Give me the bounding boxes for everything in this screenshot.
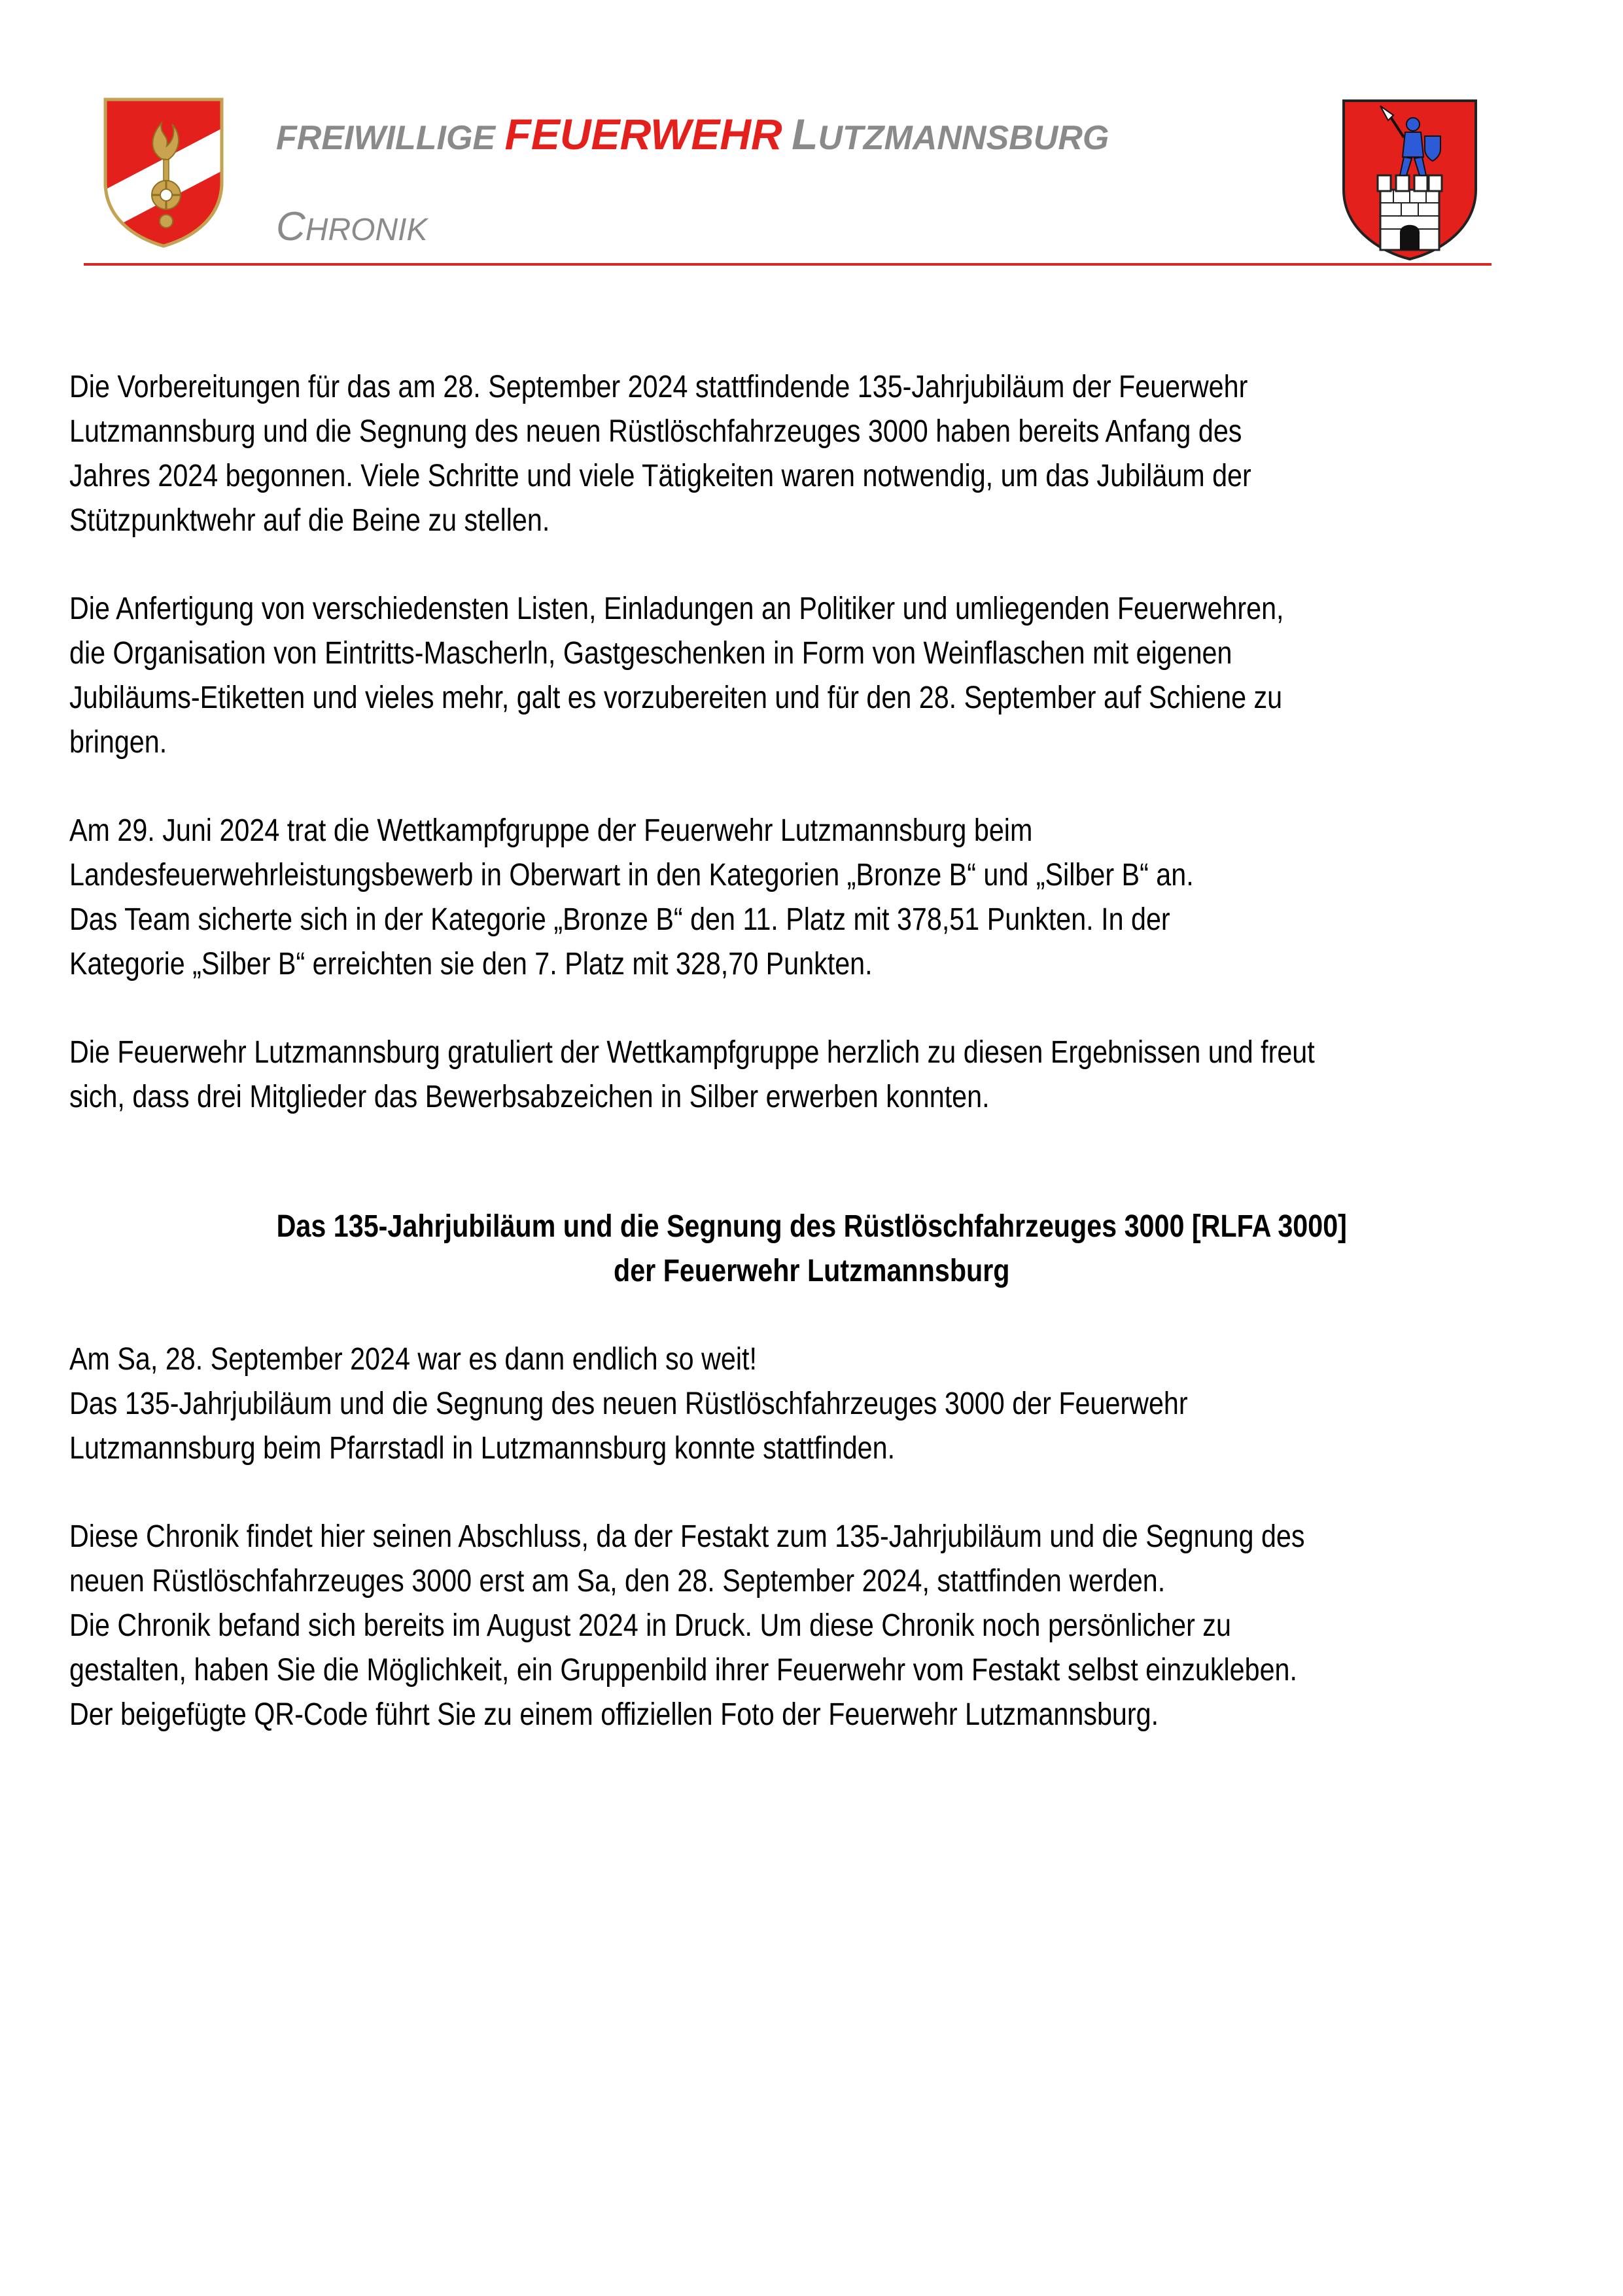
header-divider	[84, 263, 1492, 266]
paragraph-anniversary-day	[69, 1337, 1346, 1471]
text-line: Kategorie „Silber B“ erreichten sie den 7. Platz mit 328,70 Punkten.	[69, 947, 873, 981]
text-line: Am Sa, 28. September 2024 war es dann endlich so weit!	[69, 1342, 757, 1377]
text-line: bringen.	[69, 725, 167, 760]
text-line: Die Vorbereitungen für das am 28. September 2024 stattfindende 135-Jahrjubiläum der Feuerwehr	[69, 370, 1248, 404]
text-line: die Organisation von Eintritts-Mascherln, Gastgeschenken in Form von Weinflaschen mit eigenen	[69, 636, 1232, 671]
text-line: gestalten, haben Sie die Möglichkeit, ein Gruppenbild ihrer Feuerwehr vom Festakt selbst einzukleben.	[69, 1653, 1297, 1687]
text-line: Lutzmannsburg und die Segnung des neuen Rüstlöschfahrzeuges 3000 haben bereits Anfang des	[69, 414, 1242, 449]
text-line: sich, dass drei Mitglieder das Bewerbsabzeichen in Silber erwerben konnten.	[69, 1080, 990, 1114]
page-header-title	[276, 110, 1109, 158]
paragraph-preparations	[69, 365, 1346, 543]
heading-line: Das 135-Jahrjubiläum und die Segnung des Rüstlöschfahrzeuges 3000 [RLFA 3000]	[276, 1209, 1347, 1244]
section-heading	[69, 1205, 1554, 1294]
text-line: Die Feuerwehr Lutzmannsburg gratuliert der Wettkampfgruppe herzlich zu diesen Ergebnissen und freut	[69, 1035, 1315, 1070]
subtitle-initial: C	[276, 204, 305, 249]
paragraph-closing	[69, 1515, 1346, 1737]
text-line: neuen Rüstlöschfahrzeuges 3000 erst am Sa, den 28. September 2024, stattfinden werden.	[69, 1564, 1166, 1598]
subtitle-rest: HRONIK	[305, 213, 428, 247]
title-prefix: FREIWILLIGE	[276, 119, 496, 157]
text-line: Jahres 2024 begonnen. Viele Schritte und viele Tätigkeiten waren notwendig, um das Jubiläum der	[69, 459, 1251, 493]
page-header-subtitle	[276, 204, 428, 249]
text-line: Landesfeuerwehrleistungsbewerb in Oberwart in den Kategorien „Bronze B“ und „Silber B“ an.	[69, 858, 1194, 892]
text-line: Stützpunktwehr auf die Beine zu stellen.	[69, 503, 550, 538]
title-suffix-initial: L	[792, 110, 818, 158]
text-line: Die Anfertigung von verschiedensten Listen, Einladungen an Politiker und umliegenden Feuerwehren,	[69, 592, 1284, 626]
fire-brigade-emblem-icon	[101, 97, 226, 249]
text-line: Lutzmannsburg beim Pfarrstadl in Lutzmannsburg konnte stattfinden.	[69, 1431, 896, 1466]
paragraph-organisation	[69, 587, 1346, 765]
text-line: Das Team sicherte sich in der Kategorie „Bronze B“ den 11. Platz mit 378,51 Punkten. In der	[69, 902, 1170, 937]
paragraph-competition	[69, 809, 1346, 987]
text-line: Jubiläums-Etiketten und vieles mehr, galt es vorzubereiten und für den 28. September auf Schiene zu	[69, 680, 1283, 715]
text-line: Diese Chronik findet hier seinen Abschluss, da der Festakt zum 135-Jahrjubiläum und die Segnung des	[69, 1519, 1305, 1554]
heading-line: der Feuerwehr Lutzmannsburg	[614, 1254, 1010, 1288]
text-line: Der beigefügte QR-Code führt Sie zu einem offiziellen Foto der Feuerwehr Lutzmannsburg.	[69, 1697, 1159, 1732]
text-line: Am 29. Juni 2024 trat die Wettkampfgruppe der Feuerwehr Lutzmannsburg beim	[69, 813, 1033, 848]
paragraph-congratulations	[69, 1031, 1346, 1120]
text-line: Das 135-Jahrjubiläum und die Segnung des neuen Rüstlöschfahrzeuges 3000 der Feuerwehr	[69, 1386, 1188, 1421]
title-highlight: FEUERWEHR	[504, 110, 782, 158]
municipal-coat-of-arms-icon	[1341, 98, 1478, 262]
title-suffix-rest: UTZMANNSBURG	[818, 119, 1109, 157]
chronicle-body	[69, 365, 1346, 1781]
text-line: Die Chronik befand sich bereits im August 2024 in Druck. Um diese Chronik noch persönlicher zu	[69, 1608, 1231, 1643]
